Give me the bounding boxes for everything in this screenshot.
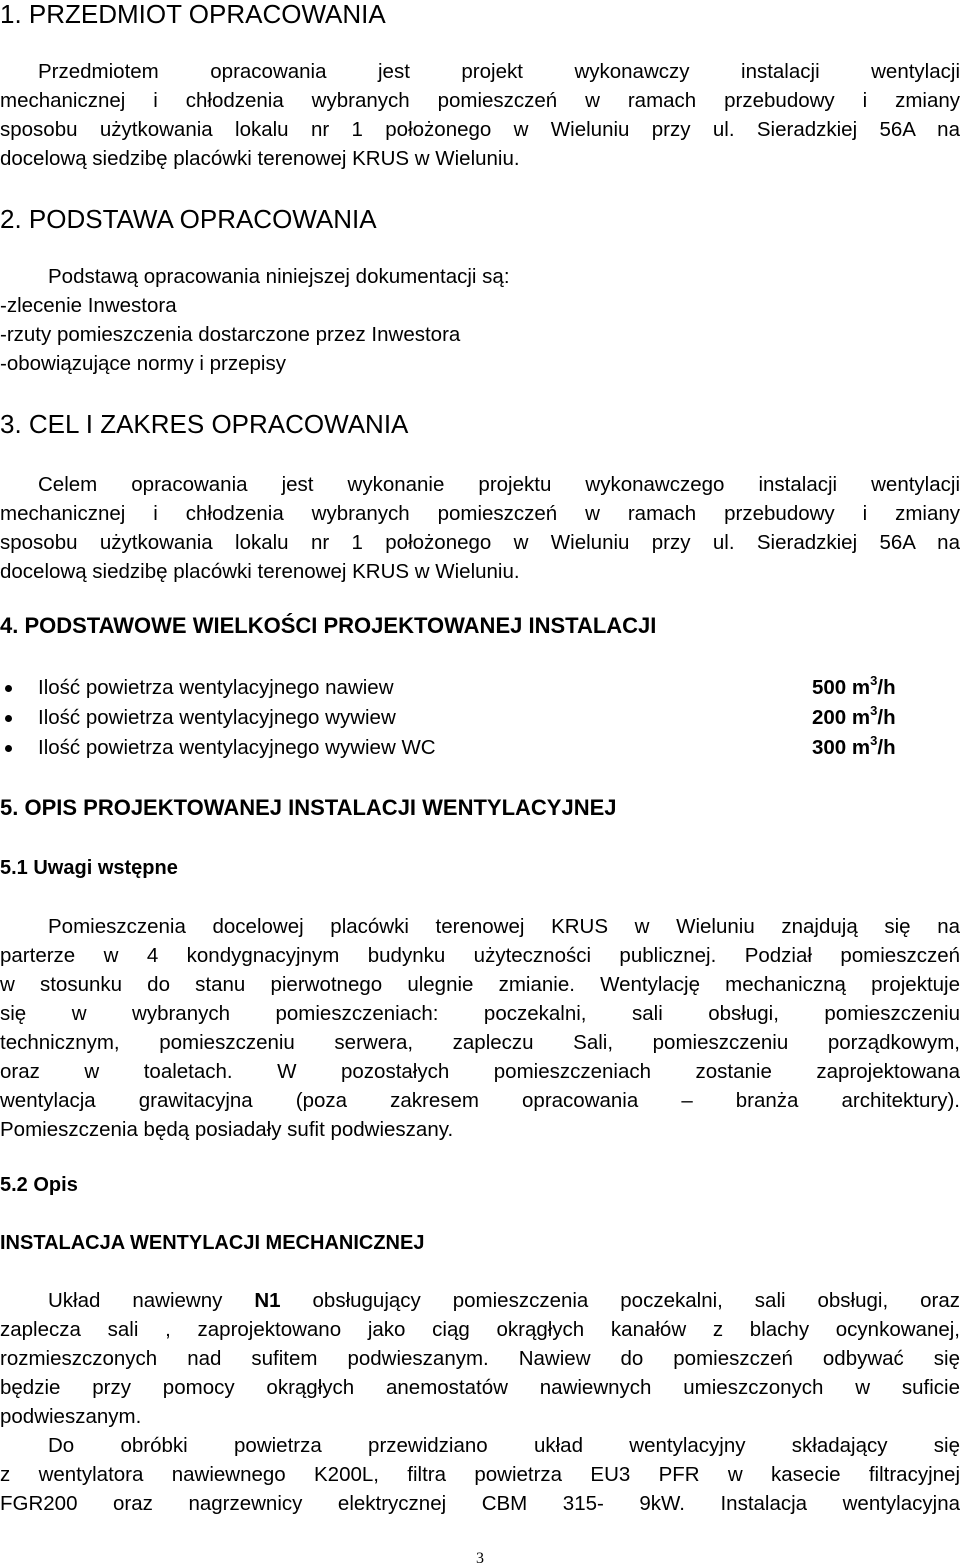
section-1-line: sposobu użytkowania lokalu nr 1 położonego w Wieluniu przy ul. Sieradzkiej 56A na (0, 118, 960, 141)
section-3-line: Celem opracowania jest wykonanie projektu wykonawczego instalacji wentylacji (38, 473, 960, 496)
section-5-heading: 5. OPIS PROJEKTOWANEJ INSTALACJI WENTYLACYJNEJ (0, 795, 617, 820)
section-3-heading: 3. CEL I ZAKRES OPRACOWANIA (0, 409, 409, 439)
section-5-1-heading: 5.1 Uwagi wstępne (0, 857, 178, 879)
quantity-value: 300 $m^3/h$ (812, 733, 896, 759)
section-1-line: mechanicznej i chłodzenia wybranych pomieszczeń w ramach przebudowy i zmiany (0, 89, 960, 112)
list-item (0, 675, 960, 701)
section-5-2-line: będzie przy pomocy okrągłych anemostatów nawiewnych umieszczonych w suficie (0, 1376, 960, 1399)
section-1-line: Przedmiotem opracowania jest projekt wykonawczy instalacji wentylacji (38, 60, 960, 83)
section-5-2-line: zaplecza sali , zaprojektowano jako ciąg okrągłych kanałów z blachy ocynkowanej, (0, 1318, 960, 1341)
section-1-heading: 1. PRZEDMIOT OPRACOWANIA (0, 0, 386, 29)
section-5-1-line: Pomieszczenia docelowej placówki terenowej KRUS w Wieluniu znajdują się na (48, 915, 960, 938)
bullet-icon (5, 715, 12, 722)
section-3-line: sposobu użytkowania lokalu nr 1 położonego w Wieluniu przy ul. Sieradzkiej 56A na (0, 531, 960, 554)
section-4-heading: 4. PODSTAWOWE WIELKOŚCI PROJEKTOWANEJ INSTALACJI (0, 613, 657, 638)
section-3-line: docelową siedzibę placówki terenowej KRUS w Wieluniu. (0, 560, 520, 583)
quantity-label: Ilość powietrza wentylacyjnego wywiew WC (38, 736, 436, 759)
section-2-line: -rzuty pomieszczenia dostarczone przez Inwestora (0, 323, 461, 346)
section-5-1-line: Pomieszczenia będą posiadały sufit podwieszany. (0, 1118, 454, 1141)
list-item (0, 705, 960, 731)
section-5-2-line: Układ nawiewny N1 obsługujący pomieszczenia poczekalni, sali obsługi, oraz (48, 1289, 960, 1312)
section-5-1-line: oraz w toaletach. W pozostałych pomieszczeniach zostanie zaprojektowana (0, 1060, 960, 1083)
bullet-icon (5, 685, 12, 692)
section-5-1-line: w stosunku do stanu pierwotnego ulegnie zmianie. Wentylację mechaniczną projektuje (0, 973, 960, 996)
quantity-value: 200 $m^3/h$ (812, 703, 896, 729)
section-5-2-heading: 5.2 Opis (0, 1174, 78, 1196)
section-5-2-line: Do obróbki powietrza przewidziano układ wentylacyjny składający się (48, 1434, 960, 1457)
section-2-line: -zlecenie Inwestora (0, 294, 177, 317)
bullet-icon (5, 745, 12, 752)
section-2-heading: 2. PODSTAWA OPRACOWANIA (0, 204, 377, 234)
quantity-label: Ilość powietrza wentylacyjnego wywiew (38, 706, 396, 729)
section-3-line: mechanicznej i chłodzenia wybranych pomieszczeń w ramach przebudowy i zmiany (0, 502, 960, 525)
section-2-line: -obowiązujące normy i przepisy (0, 352, 286, 375)
section-5-2-subheading: INSTALACJA WENTYLACJI MECHANICZNEJ (0, 1232, 425, 1254)
section-5-2-line: z wentylatora nawiewnego K200L, filtra powietrza EU3 PFR w kasecie filtracyjnej (0, 1463, 960, 1486)
page-number: 3 (476, 1550, 484, 1567)
section-5-2-line: podwieszanym. (0, 1405, 142, 1428)
section-1-line: docelową siedzibę placówki terenowej KRUS w Wieluniu. (0, 147, 520, 170)
section-5-1-line: się w wybranych pomieszczeniach: poczekalni, sali obsługi, pomieszczeniu (0, 1002, 960, 1025)
section-2-line: Podstawą opracowania niniejszej dokumentacji są: (48, 265, 510, 288)
system-code: N1 (254, 1289, 281, 1312)
quantity-value: 500 $m^3/h$ (812, 673, 896, 699)
section-5-1-line: technicznym, pomieszczeniu serwera, zapleczu Sali, pomieszczeniu porządkowym, (0, 1031, 960, 1054)
list-item (0, 735, 960, 761)
quantity-label: Ilość powietrza wentylacyjnego nawiew (38, 676, 394, 699)
section-5-2-line: FGR200 oraz nagrzewnicy elektrycznej CBM 315- 9kW. Instalacja wentylacyjna (0, 1492, 960, 1515)
section-5-1-line: wentylacja grawitacyjna (poza zakresem opracowania – branża architektury). (0, 1089, 960, 1112)
section-5-2-line: rozmieszczonych nad sufitem podwieszanym. Nawiew do pomieszczeń odbywać się (0, 1347, 960, 1370)
section-5-1-line: parterze w 4 kondygnacyjnym budynku użyteczności publicznej. Podział pomieszczeń (0, 944, 960, 967)
